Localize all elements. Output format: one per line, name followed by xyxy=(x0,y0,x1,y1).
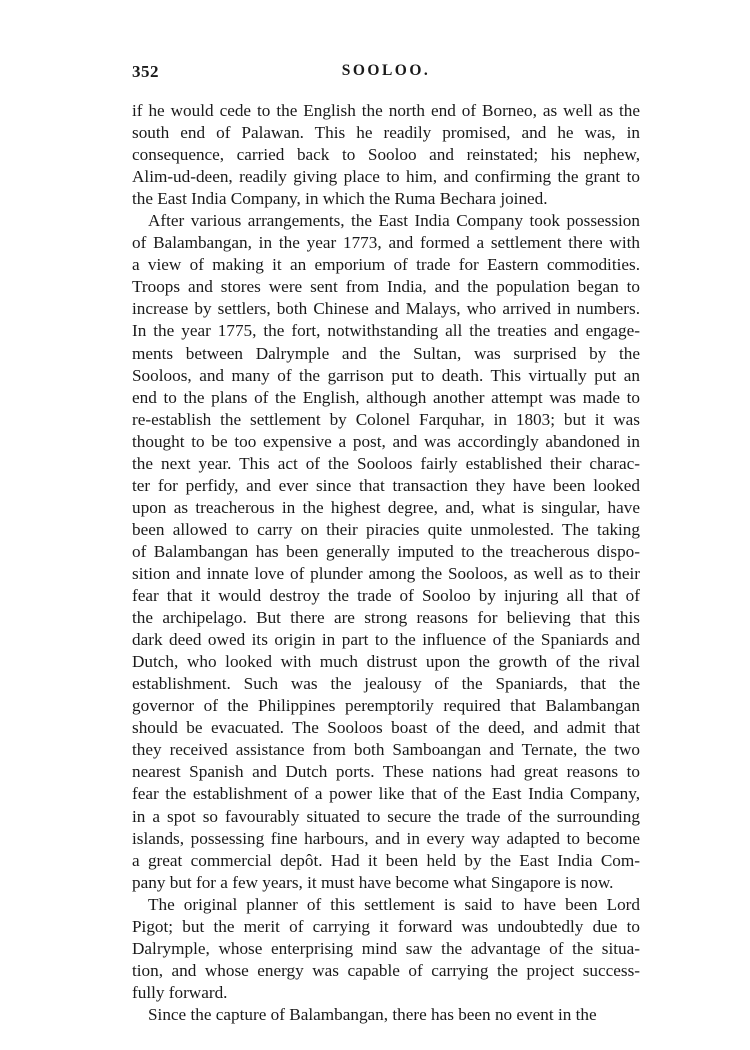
text-line: Troops and stores were sent from India, and the population began to xyxy=(132,277,640,297)
text-line: consequence, carried back to Sooloo and reinstated; his nephew, xyxy=(132,145,640,165)
text-line: end to the plans of the English, although another attempt was made to xyxy=(132,387,640,407)
paragraph xyxy=(132,100,640,210)
text-line: pany but for a few years, it must have become what Singapore is now. xyxy=(132,872,614,892)
text-line: the archipelago. But there are strong reasons for believing that this xyxy=(132,608,640,628)
text-line: establishment. Such was the jealousy of the Spaniards, that the xyxy=(132,674,640,694)
text-line: increase by settlers, both Chinese and Malays, who arrived in numbers. xyxy=(132,299,640,319)
text-line: the next year. This act of the Sooloos fairly established their charac- xyxy=(132,453,640,473)
running-header xyxy=(132,62,640,86)
text-line: The original planner of this settlement is said to have been Lord xyxy=(148,894,640,914)
text-line: upon as treacherous in the highest degree, and, what is singular, have xyxy=(132,497,640,517)
text-line: dark deed owed its origin in part to the influence of the Spaniards and xyxy=(132,630,640,650)
text-line: fear that it would destroy the trade of Sooloo by injuring all that of xyxy=(132,586,640,606)
text-line: of Balambangan, in the year 1773, and formed a settlement there with xyxy=(132,233,640,253)
paragraph xyxy=(132,210,640,893)
text-line: they received assistance from both Samboangan and Ternate, the two xyxy=(132,740,640,760)
text-line: if he would cede to the English the north end of Borneo, as well as the xyxy=(132,101,640,120)
text-line: of Balambangan has been generally imputed to the treacherous dispo- xyxy=(132,541,640,561)
text-line: nearest Spanish and Dutch ports. These nations had great reasons to xyxy=(132,762,640,782)
running-title: SOOLOO. xyxy=(341,62,431,79)
text-line: After various arrangements, the East India Company took possession xyxy=(148,211,640,231)
text-line: tion, and whose energy was capable of carrying the project success- xyxy=(132,960,640,980)
text-line: Sooloos, and many of the garrison put to death. This virtually put an xyxy=(132,365,640,385)
text-line: Alim-ud-deen, readily giving place to him, and confirming the grant to xyxy=(132,167,640,187)
text-line: Dalrymple, whose enterprising mind saw the advantage of the situa- xyxy=(132,938,640,958)
text-line: the East India Company, in which the Ruma Bechara joined. xyxy=(132,189,548,209)
text-line: fear the establishment of a power like that of the East India Company, xyxy=(132,784,640,804)
text-line: thought to be too expensive a post, and was accordingly abandoned in xyxy=(132,431,640,451)
body-text xyxy=(132,100,640,1026)
text-line: governor of the Philippines peremptorily required that Balambangan xyxy=(132,696,640,716)
text-line: ments between Dalrymple and the Sultan, was surprised by the xyxy=(132,343,640,363)
text-line: south end of Palawan. This he readily promised, and he was, in xyxy=(132,123,640,143)
page-number: 352 xyxy=(132,62,159,81)
text-line: should be evacuated. The Sooloos boast of the deed, and admit that xyxy=(132,718,640,738)
paragraph xyxy=(132,1004,640,1026)
text-line: sition and innate love of plunder among the Sooloos, as well as to their xyxy=(132,563,640,583)
text-line: in a spot so favourably situated to secure the trade of the surrounding xyxy=(132,806,640,826)
text-line: In the year 1775, the fort, notwithstanding all the treaties and engage- xyxy=(132,321,640,341)
text-line: been allowed to carry on their piracies quite unmolested. The taking xyxy=(132,519,640,539)
text-line: fully forward. xyxy=(132,982,228,1002)
text-line: a great commercial depôt. Had it been held by the East India Com- xyxy=(132,850,640,870)
text-line: ter for perfidy, and ever since that transaction they have been looked xyxy=(132,475,640,495)
text-line: a view of making it an emporium of trade for Eastern commodities. xyxy=(132,255,640,275)
paragraph xyxy=(132,894,640,1004)
text-line: islands, possessing fine harbours, and in every way adapted to become xyxy=(132,828,640,848)
text-line: Dutch, who looked with much distrust upon the growth of the rival xyxy=(132,652,640,672)
text-line: re-establish the settlement by Colonel Farquhar, in 1803; but it was xyxy=(132,409,640,429)
text-line: Pigot; but the merit of carrying it forward was undoubtedly due to xyxy=(132,916,640,936)
text-line: Since the capture of Balambangan, there has been no event in the xyxy=(148,1004,597,1024)
